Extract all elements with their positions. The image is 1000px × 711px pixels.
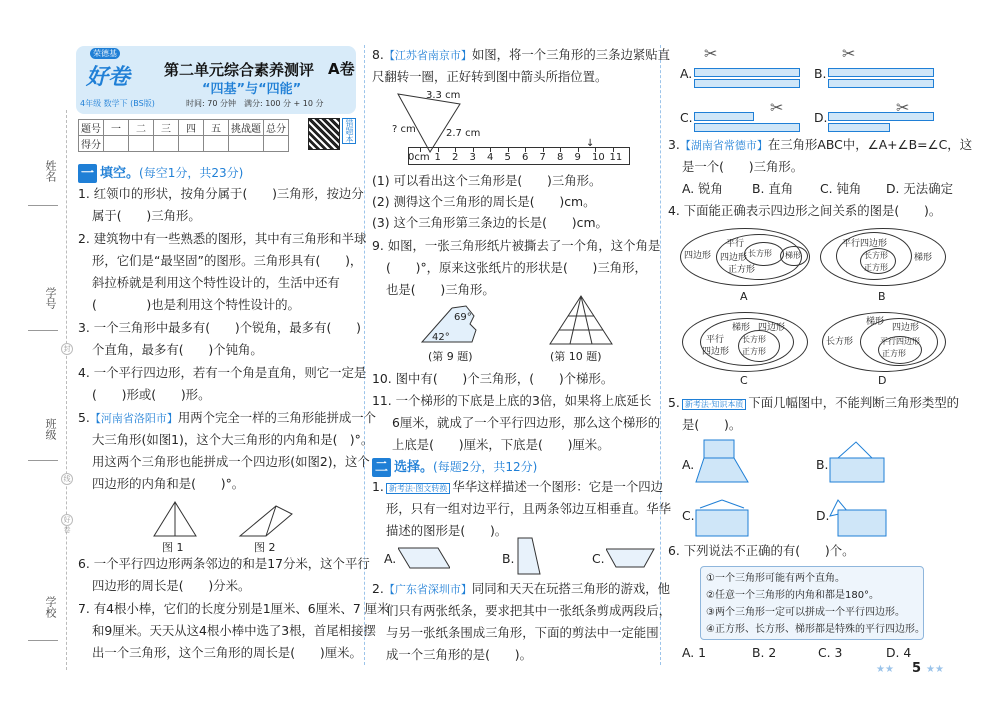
c1-text: 华华这样描述一个图形：它是一个四边 — [452, 479, 664, 494]
margin-dot: 线 — [61, 473, 73, 485]
strip — [828, 68, 934, 77]
q9-caption: (第 9 题) — [428, 350, 473, 363]
q5-line: 大三角形(如图1)，这个大三角形的内角和是( )°。 — [92, 432, 374, 447]
c4-c-label: 长方形 — [742, 335, 766, 344]
c5-text: 下面几幅图中，不能判断三角形类型的 — [748, 395, 960, 410]
q5-region: 【河南省洛阳市】 — [89, 412, 178, 425]
cover-rect — [696, 510, 748, 536]
c4-d-label: 梯形 — [866, 317, 885, 327]
ruler-tick — [473, 147, 474, 152]
c4-b-label: 正方形 — [864, 263, 888, 272]
triangle-part — [696, 458, 748, 482]
ruler-tick-label: 10 — [592, 152, 605, 163]
q5-fig1-caption: 图 1 — [162, 541, 184, 554]
q5-text: 用两个完全一样的三角形能拼成一个 — [177, 410, 377, 425]
c4-line: 4. 下面能正确表示四边形之间关系的图是( )。 — [668, 203, 942, 218]
score-header: 一 — [104, 120, 129, 136]
ruler-tick-label: 6 — [522, 152, 529, 163]
q7-line: 7. 有4根小棒，它们的长度分别是1厘米、6厘米、7 厘米 — [78, 601, 390, 616]
c6-line: 6. 下列说法不正确的有( )个。 — [668, 543, 855, 558]
mistake-book-label: 错题本 — [342, 118, 356, 144]
c1-shape-c — [606, 547, 656, 569]
ruler-tick-label: 4 — [487, 152, 494, 163]
score-cell[interactable] — [179, 136, 204, 152]
q8-side-label: 2.7 cm — [446, 128, 481, 139]
q10-caption: (第 10 题) — [550, 350, 602, 363]
qr-code — [308, 118, 340, 150]
scissors-icon: ✂ — [842, 44, 856, 63]
score-header: 总分 — [264, 120, 289, 136]
section-number: 二 — [372, 458, 391, 477]
margin-class-label: 班级 — [44, 418, 57, 440]
c4-d-label: 平行四边形 — [880, 337, 920, 346]
q8-sub: (1) 可以看出这个三角形是( )三角形。 — [372, 173, 602, 188]
cover-rect — [704, 440, 734, 458]
q11-line: 11. 一个梯形的下底是上底的3倍，如果将上底延长 — [372, 393, 652, 408]
score-cell[interactable] — [154, 136, 179, 152]
strip — [694, 112, 754, 121]
q7-line: 出一个三角形，这个三角形的周长是( )厘米。 — [92, 645, 362, 660]
ruler-tick-label: 9 — [574, 152, 581, 163]
c2-num: 2. — [372, 581, 384, 596]
ruler-tick-label: 11 — [609, 152, 623, 163]
q6-line: 四边形的周长是( )分米。 — [92, 578, 251, 593]
c4-c-label: 梯形 — [732, 323, 751, 333]
ruler-tick-label: 5 — [504, 152, 511, 163]
q3-line: 个直角，最多有( )个钝角。 — [92, 342, 263, 357]
score-header: 二 — [129, 120, 154, 136]
q11-line: 6厘米，就成了一个平行四边形，那么这个梯形的 — [392, 415, 661, 430]
c5-line — [668, 392, 959, 416]
q9-angle-label: 42° — [432, 332, 450, 343]
volume-label: A卷 — [328, 60, 355, 78]
c4-a-label: 长方形 — [748, 249, 772, 258]
q4-line: ( )形或( )形。 — [92, 387, 211, 402]
c4-a-label: 四边形 — [720, 253, 748, 263]
q9-figure — [418, 302, 488, 346]
q5-figure-1 — [150, 500, 200, 540]
inner-line — [570, 296, 581, 344]
score-row-label: 得分 — [79, 136, 104, 152]
q9-angle-label: 69° — [454, 312, 472, 323]
scissors-icon: ✂ — [896, 98, 910, 117]
c1-line — [372, 476, 663, 500]
c4-label: A — [740, 290, 748, 303]
q9-line: 也是( )三角形。 — [386, 282, 495, 297]
c4-d-label: 长方形 — [826, 337, 854, 347]
c1-option-b[interactable]: B. — [502, 551, 515, 566]
c5-badge: 新考法·知识本质 — [682, 399, 747, 410]
c1-shape-a — [398, 546, 450, 570]
triangle-edge — [722, 500, 744, 508]
arrow-icon: ↓ — [586, 138, 595, 149]
triangle-edge — [700, 500, 722, 508]
c5-shape-a — [694, 438, 750, 484]
star-icon: ★★ — [876, 664, 894, 675]
c4-b-label: 长方形 — [864, 251, 888, 260]
q2-line: 2. 建筑物中有一些熟悉的图形，其中有三角形和半球 — [78, 231, 367, 246]
q5-figure-2 — [236, 500, 296, 540]
c5-shape-b — [828, 440, 888, 484]
c5-line: 是( )。 — [682, 417, 742, 432]
strip — [828, 123, 890, 132]
q8-line: 尺翻转一圈，正好转到图中箭头所指位置。 — [372, 69, 608, 84]
page-title: 第二单元综合素养测评 — [164, 61, 315, 79]
q8-num: 8. — [372, 47, 384, 62]
strip — [828, 112, 934, 121]
c4-a-label: 平行 — [726, 239, 745, 249]
parallelogram — [398, 548, 450, 568]
ruler-tick — [525, 147, 526, 152]
c4-a-label: 梯形 — [785, 251, 801, 260]
score-table — [78, 119, 289, 152]
c6-option[interactable]: C. 3 — [818, 645, 843, 660]
c5-option-d[interactable]: D. — [816, 508, 830, 523]
section-1-heading — [78, 164, 243, 183]
c3-line: 是一个( )三角形。 — [682, 159, 804, 174]
score-cell[interactable] — [104, 136, 129, 152]
c4-b-label: 平行四边形 — [842, 239, 888, 249]
ruler-tick — [455, 147, 456, 152]
section-title: 填空。 — [100, 166, 140, 181]
q8-sub: (2) 测得这个三角形的周长是( )cm。 — [372, 194, 596, 209]
score-header: 五 — [204, 120, 229, 136]
q9-line: ( )°，原来这张纸片的形状是( )三角形， — [386, 260, 647, 275]
c2-text: 同同和天天在玩搭三角形的游戏，他 — [471, 581, 671, 596]
page-number: 5 — [912, 661, 922, 676]
q9-line: 9. 如图，一张三角形纸片被撕去了一个角，这个角是 — [372, 238, 661, 253]
c1-option-c[interactable]: C. — [592, 551, 605, 566]
c1-num: 1. — [372, 479, 384, 494]
q8-side-label: ? cm — [392, 124, 416, 135]
c1-shape-b — [516, 536, 542, 576]
ruler-tick — [543, 147, 544, 152]
q3-line: 3. 一个三角形中最多有( )个锐角，最多有( ) — [78, 320, 361, 335]
q8-sub: (3) 这个三角形第三条边的长是( )cm。 — [372, 215, 608, 230]
q10-line: 10. 图中有( )个三角形，( )个梯形。 — [372, 371, 614, 386]
margin-rule — [28, 205, 58, 206]
c1-option-a[interactable]: A. — [384, 551, 397, 566]
c4-b-label: 梯形 — [914, 253, 933, 263]
ruler-tick-label: 8 — [557, 152, 564, 163]
section-title: 选择。 — [394, 460, 434, 475]
score-cell[interactable] — [229, 136, 264, 152]
q1-line: 属于( )三角形。 — [92, 208, 201, 223]
c1-line: 描述的图形是( )。 — [386, 523, 508, 538]
right-trapezoid — [518, 538, 540, 574]
strip — [694, 123, 800, 132]
c5-option-a[interactable]: A. — [682, 457, 695, 472]
section-note: (每空1分，共23分) — [139, 166, 244, 180]
q1-line: 1. 红领巾的形状，按角分属于( )三角形，按边分 — [78, 186, 364, 201]
c2-option-b[interactable]: B. — [814, 66, 827, 81]
c1-line: 形，只有一组对边平行，且两条邻边互相垂直。华华 — [386, 501, 671, 516]
time-info: 时间: 70 分钟 满分: 100 分 + 10 分 — [186, 99, 324, 108]
subtitle: “四基”与“四能” — [202, 82, 302, 97]
q8-text: 如图，将一个三角形的三条边紧贴直 — [471, 47, 671, 62]
section-number: 一 — [78, 164, 97, 183]
q8-line — [372, 44, 670, 67]
score-header: 三 — [154, 120, 179, 136]
c3-text: 在三角形ABC中，∠A+∠B=∠C，这 — [767, 137, 973, 152]
c2-line: 成一个三角形的是( )。 — [386, 647, 532, 662]
ruler-tick — [560, 147, 561, 152]
inner-line — [581, 296, 592, 344]
star-icon: ★★ — [926, 664, 944, 675]
ruler-tick-label: 1 — [434, 152, 441, 163]
strip — [694, 68, 800, 77]
c4-label: D — [878, 374, 887, 387]
ruler-tick — [508, 147, 509, 152]
grade-label: 4年级 数学下 (BS版) — [80, 99, 155, 108]
margin-name-label: 姓名 — [44, 160, 57, 182]
score-header: 题号 — [79, 120, 104, 136]
ruler-tick — [490, 147, 491, 152]
c6-option[interactable]: B. 2 — [752, 645, 777, 660]
c2-option-c[interactable]: C. — [680, 110, 693, 125]
c4-d-label: 正方形 — [882, 349, 906, 358]
q2-line: 形，它们是“最坚固”的图形。三角形具有( )， — [92, 253, 363, 268]
c6-option[interactable]: D. 4 — [886, 645, 912, 660]
score-header: 四 — [179, 120, 204, 136]
c6-option[interactable]: A. 1 — [682, 645, 707, 660]
q5-line: 用这两个三角形也能拼成一个四边形(如图2)，这个 — [92, 454, 370, 469]
c2-option-a[interactable]: A. — [680, 66, 693, 81]
q2-line: ( )也是利用这个特性设计的。 — [92, 297, 300, 312]
strip — [694, 79, 800, 88]
score-cell[interactable] — [264, 136, 289, 152]
q11-line: 上底是( )厘米，下底是( )厘米。 — [392, 437, 610, 452]
c6-statement: ①一个三角形可能有两个直角。 — [706, 573, 845, 584]
margin-rule — [28, 640, 58, 641]
brand-logo: 好卷 — [86, 65, 131, 90]
c2-line — [372, 578, 670, 601]
margin-rule — [28, 330, 58, 331]
ruler-tick — [595, 147, 596, 152]
ruler-tick-label: 3 — [469, 152, 476, 163]
q5-line: 四边形的内角和是( )°。 — [92, 476, 245, 491]
c3-num: 3. — [668, 137, 680, 152]
margin-line — [66, 110, 67, 670]
section-2-heading — [372, 458, 537, 477]
q8-region: 【江苏省南京市】 — [383, 49, 472, 62]
ruler-tick-label: 2 — [452, 152, 459, 163]
c4-d-label: 四边形 — [892, 323, 920, 333]
c4-label: C — [740, 374, 748, 387]
score-cell[interactable] — [129, 136, 154, 152]
c3-region: 【湖南省常德市】 — [679, 139, 768, 152]
q4-line: 4. 一个平行四边形，若有一个角是直角，则它一定是 — [78, 365, 367, 380]
q6-line: 6. 一个平行四边形两条邻边的和是17分米，这个平行 — [78, 556, 370, 571]
q8-side-label: 3.3 cm — [426, 90, 461, 101]
c6-statement: ④正方形、长方形、梯形都是特殊的平行四边形。 — [706, 624, 925, 635]
c5-num: 5. — [668, 395, 680, 410]
c4-c-label: 四边形 — [758, 323, 786, 333]
cover-rect — [830, 458, 884, 482]
q5-fig2-caption: 图 2 — [254, 541, 276, 554]
strip — [828, 79, 934, 88]
trapezoid — [606, 549, 654, 567]
c4-c-label: 正方形 — [742, 347, 766, 356]
c4-c-label: 四边形 — [702, 347, 730, 357]
c3-option[interactable]: D. 无法确定 — [886, 181, 953, 196]
c4-a-label: 正方形 — [728, 265, 756, 275]
c6-statement: ③两个三角形一定可以拼成一个平行四边形。 — [706, 607, 905, 618]
c5-shape-d — [828, 496, 888, 538]
q2-line: 斜拉桥就是利用这个特性设计的，生活中还有 — [92, 275, 340, 290]
ruler-tick — [420, 147, 421, 152]
score-cell[interactable] — [204, 136, 229, 152]
brand-badge: 荣德基 — [90, 48, 120, 59]
q5-line: 5.【河南省洛阳市】用两个完全一样的三角形能拼成一个 — [78, 410, 377, 425]
c2-region: 【广东省深圳市】 — [383, 583, 472, 596]
quad-shape — [240, 506, 292, 536]
c2-line: 们只有两张纸条，要求把其中一张纸条剪成两段后， — [386, 603, 671, 618]
c4-a-label: 四边形 — [684, 251, 712, 261]
margin-dot: 好卷 — [61, 514, 73, 526]
ruler-tick — [438, 147, 439, 152]
ruler-tick — [613, 147, 614, 152]
margin-rule — [28, 460, 58, 461]
c3-line — [668, 134, 972, 157]
q7-line: 和9厘米。天天从这4根小棒中选了3根，首尾相接摆 — [92, 623, 376, 638]
c5-shape-c — [694, 498, 750, 538]
margin-dot: 封 — [61, 343, 73, 355]
c1-badge: 新考法·图文转换 — [386, 483, 451, 494]
margin-id-label: 学号 — [44, 287, 57, 309]
score-header: 挑战题 — [229, 120, 264, 136]
c6-statement: ②任意一个三角形的内角和都是180°。 — [706, 590, 880, 601]
c3-option[interactable]: A. 锐角 — [682, 181, 723, 196]
c4-c-label: 平行 — [706, 335, 725, 345]
scissors-icon: ✂ — [770, 98, 784, 117]
c3-option[interactable]: B. 直角 — [752, 181, 794, 196]
scissors-icon: ✂ — [704, 44, 718, 63]
c4-label: B — [878, 290, 886, 303]
ruler-tick-label: 0cm — [408, 152, 430, 163]
cover-rect — [838, 510, 886, 536]
c3-option[interactable]: C. 钝角 — [820, 181, 862, 196]
section-note: (每题2分，共12分) — [433, 460, 538, 474]
margin-school-label: 学校 — [44, 596, 57, 618]
c2-line: 与另一张纸条围成三角形，下面的剪法中一定能围 — [386, 625, 659, 640]
c5-option-c[interactable]: C. — [682, 508, 695, 523]
triangle-part — [838, 442, 872, 458]
c5-option-b[interactable]: B. — [816, 457, 829, 472]
c2-option-d[interactable]: D. — [814, 110, 828, 125]
column-divider — [660, 45, 661, 665]
triangle-shape — [398, 94, 460, 152]
ruler-tick — [578, 147, 579, 152]
q10-figure — [546, 294, 616, 346]
ruler-tick-label: 7 — [539, 152, 546, 163]
triangle-shape — [550, 296, 612, 344]
